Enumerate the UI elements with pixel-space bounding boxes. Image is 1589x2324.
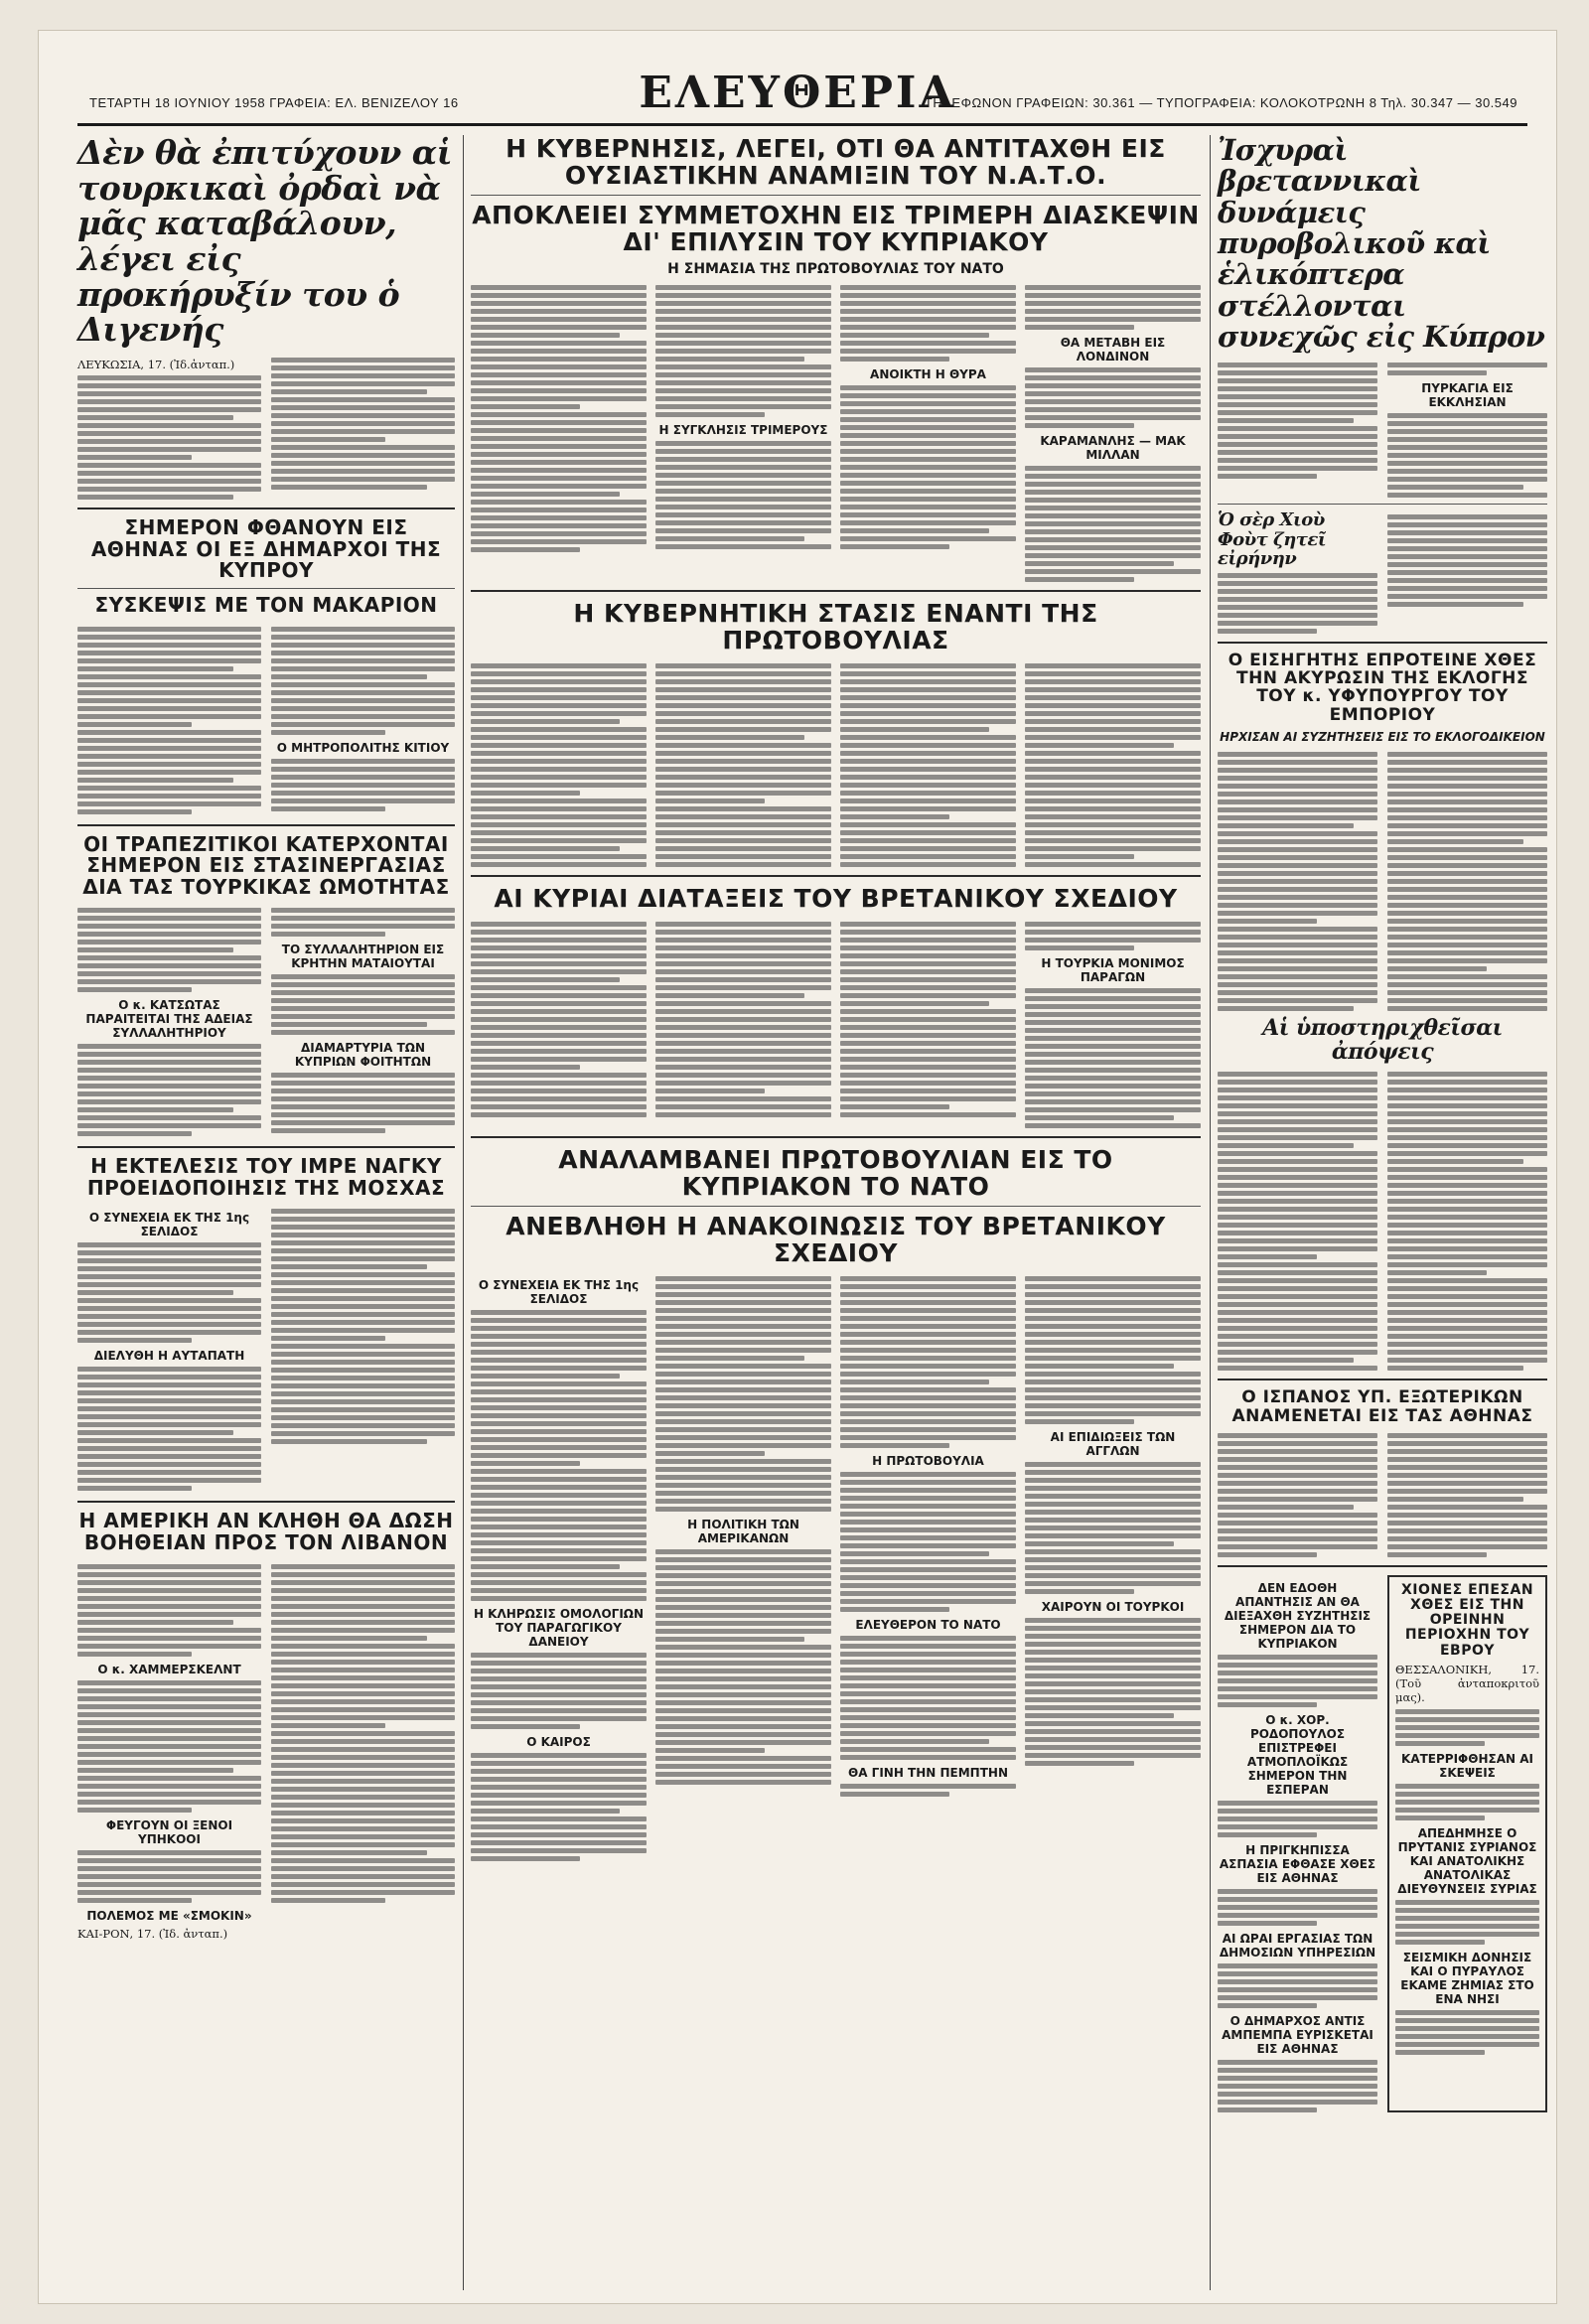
subhead: Ο κ. ΧΟΡ. ΡΟΔΟΠΟΥΛΟΣ ΕΠΙΣΤΡΕΦΕΙ ΑΤΜΟΠΛΟΪΚΩΣ ΣΗΜΕΡΟΝ ΤΗΝ ΕΣΠΕΡΑΝ xyxy=(1246,1713,1349,1798)
headline-imre-nagy: Η ΕΚΤΕΛΕΣΙΣ ΤΟΥ ΙΜΡΕ ΝΑΓΚΥ ΠΡΟΕΙΔΟΠΟΙΗΣΙΣ ΤΗΣ ΜΟΣΧΑΣ xyxy=(86,1154,446,1200)
article-text xyxy=(1395,2010,1539,2055)
article-text xyxy=(471,922,647,1128)
headline-government: Η ΚΥΒΕΡΝΗΣΙΣ, ΛΕΓΕΙ, ΟΤΙ ΘΑ ΑΝΤΙΤΑΧΘΗ ΕΙΣ ΟΥΣΙΑΣΤΙΚΗΝ ΑΝΑΜΙΞΙΝ ΤΟΥ Ν.Α.Τ.Ο. xyxy=(506,134,1166,190)
article-text xyxy=(471,1310,647,1601)
subhead-nato-significance: Η ΣΗΜΑΣΙΑ ΤΗΣ ΠΡΩΤΟΒΟΥΛΙΑΣ ΤΟΥ ΝΑΤΟ xyxy=(667,261,1004,277)
article-text xyxy=(1387,413,1547,498)
article-text xyxy=(1387,514,1547,633)
article-text xyxy=(77,908,261,992)
article-text xyxy=(1218,1963,1377,2008)
article-text xyxy=(77,1044,261,1136)
subhead: ΔΙΑΜΑΡΤΥΡΙΑ ΤΩΝ ΚΥΠΡΙΩΝ ΦΟΙΤΗΤΩΝ xyxy=(294,1041,432,1070)
subhead: ΘΑ ΜΕΤΑΒΗ ΕΙΣ ΛΟΝΔΙΝΟΝ xyxy=(1060,336,1166,363)
subhead: Η ΠΡΙΓΚΗΠΙΣΣΑ ΑΣΠΑΣΙΑ ΕΦΘΑΣΕ ΧΘΕΣ ΕΙΣ ΑΘΗΝΑΣ xyxy=(1219,1843,1376,1886)
article-text xyxy=(840,1784,1016,1797)
column-divider xyxy=(1210,135,1211,2290)
article-text xyxy=(77,1850,261,1903)
subhead: ΔΕΝ ΕΔΟΘΗ ΑΠΑΝΤΗΣΙΣ ΑΝ ΘΑ ΔΙΕΞΑΧΘΗ ΣΥΖΗΤΗΣΙΣ ΣΗΜΕΡΟΝ ΔΙΑ ΤΟ ΚΥΠΡΙΑΚΟΝ xyxy=(1224,1581,1372,1652)
headline-nato-initiative: ΑΝΑΛΑΜΒΑΝΕΙ ΠΡΩΤΟΒΟΥΛΙΑΝ ΕΙΣ ΤΟ ΚΥΠΡΙΑΚΟΝ ΤΟ ΝΑΤΟ xyxy=(558,1145,1113,1201)
masthead-rule xyxy=(77,123,1527,126)
subhead: ΦΕΥΓΟΥΝ ΟΙ ΞΕΝΟΙ ΥΠΗΚΟΟΙ xyxy=(105,1817,233,1846)
article-text xyxy=(655,922,831,1128)
article-text xyxy=(271,1564,455,1945)
article-text xyxy=(655,1549,831,1785)
subhead: ΣΕΙΣΜΙΚΗ ΔΟΝΗΣΙΣ ΚΑΙ Ο ΠΥΡΑΥΛΟΣ ΕΚΑΜΕ ΖΗΜΙΑΣ ΣΤΟ ΕΝΑ ΝΗΣΙ xyxy=(1400,1950,1534,2006)
article-text xyxy=(471,663,647,867)
subhead: Η ΠΡΩΤΟΒΟΥΛΙΑ xyxy=(872,1454,984,1468)
subhead: ΠΟΛΕΜΟΣ ΜΕ «ΣΜΟΚΙΝ» xyxy=(86,1908,252,1923)
dateline: ΚΑΙ-ΡΟΝ, 17. (Ἰδ. ἀνταπ.) xyxy=(77,1926,228,1941)
subhead: ΑΝΟΙΚΤΗ Η ΘΥΡΑ xyxy=(870,367,986,381)
subhead: Ο ΔΗΜΑΡΧΟΣ ΑΝΤΙΣ ΑΜΠΕΜΠΑ ΕΥΡΙΣΚΕΤΑΙ ΕΙΣ ΑΘΗΝΑΣ xyxy=(1222,2014,1373,2057)
article-text xyxy=(1025,988,1201,1128)
subhead: ΔΙΕΛΥΘΗ Η ΑΥΤΑΠΑΤΗ xyxy=(93,1349,245,1364)
article-text xyxy=(840,385,1016,549)
headline-mayors: ΣΗΜΕΡΟΝ ΦΘΑΝΟΥΝ ΕΙΣ ΑΘΗΝΑΣ ΟΙ ΕΞ ΔΗΜΑΡΧΟΙ ΤΗΣ ΚΥΠΡΟΥ xyxy=(90,515,442,583)
article-text xyxy=(1025,1276,1201,1424)
article-text xyxy=(1387,1433,1547,1557)
article-text xyxy=(1387,1072,1547,1371)
article-text xyxy=(77,1242,261,1343)
article-text xyxy=(840,1636,1016,1760)
newspaper-title: ΕΛΕΥΘΕΡΙΑ xyxy=(639,68,956,118)
date-line: ΤΕΤΑΡΤΗ 18 ΙΟΥΝΙΟΥ 1958 ΓΡΑΦΕΙΑ: ΕΛ. ΒΕΝΙΖΕΛΟΥ 16 xyxy=(89,95,459,110)
phone-line: ΤΗΛΕΦΩΝΟΝ ΓΡΑΦΕΙΩΝ: 30.361 — ΤΥΠΟΓΡΑΦΕΙΑ: ΚΟΛΟΚΟΤΡΩΝΗ 8 Τηλ. 30.347 — 30.549 xyxy=(924,95,1517,110)
article-text xyxy=(271,974,455,1035)
article-text xyxy=(1218,1655,1377,1707)
subhead: ΕΛΕΥΘΕΡΟΝ ΤΟ ΝΑΤΟ xyxy=(855,1618,1001,1632)
masthead xyxy=(38,30,1557,129)
headline-makarios: ΣΥΣΚΕΨΙΣ ΜΕ ΤΟΝ ΜΑΚΑΡΙΟΝ xyxy=(94,592,438,617)
headline-sir-hugh-foot: Ὁ σὲρ Χιοὺ Φοὺτ ζητεῖ εἰρήνην xyxy=(1218,509,1327,570)
article-text xyxy=(840,663,1016,867)
subhead: Η ΤΟΥΡΚΙΑ ΜΟΝΙΜΟΣ ΠΑΡΑΓΩΝ xyxy=(1041,956,1185,984)
subhead: ΚΑΤΕΡΡΙΦΘΗΣΑΝ ΑΙ ΣΚΕΨΕΙΣ xyxy=(1401,1751,1533,1780)
headline-government-stance: Η ΚΥΒΕΡΝΗΤΙΚΗ ΣΤΑΣΙΣ ΕΝΑΝΤΙ ΤΗΣ ΠΡΩΤΟΒΟΥΛΙΑΣ xyxy=(573,599,1098,654)
article-text xyxy=(840,1472,1016,1612)
headline-plan-postponed: ΑΝΕΒΛΗΘΗ Η ΑΝΑΚΟΙΝΩΣΙΣ ΤΟΥ ΒΡΕΤΑΝΙΚΟΥ ΣΧΕΔΙΟΥ xyxy=(506,1212,1166,1267)
article-text xyxy=(77,1564,261,1657)
subhead: Ο ΣΥΝΕΧΕΙΑ ΕΚ ΤΗΣ 1ης ΣΕΛΙΔΟΣ xyxy=(88,1211,250,1239)
dateline: ΘΕΣΣΑΛΟΝΙΚΗ, 17. (Τοῦ ἀνταποκριτοῦ μας). xyxy=(1395,1662,1539,1705)
newspaper-page xyxy=(38,30,1557,2304)
article-text xyxy=(1025,1618,1201,1766)
article-text xyxy=(1395,1784,1539,1820)
article-text xyxy=(271,358,455,500)
article-text xyxy=(471,1653,647,1729)
subhead: Ο ΜΗΤΡΟΠΟΛΙΤΗΣ ΚΙΤΙΟΥ xyxy=(276,740,450,755)
headline-digenis: Δὲν θὰ ἐπιτύχουν αἱ τουρκικαὶ ὀρδαὶ νὰ μᾶς καταβάλουν, λέγει εἰς προκήρυξίν του ὁ Διγενής xyxy=(77,133,453,350)
article-text xyxy=(655,663,831,867)
article-text xyxy=(271,627,455,735)
article-text xyxy=(1218,1433,1377,1557)
article-text xyxy=(271,1209,455,1491)
article-text xyxy=(1025,466,1201,582)
article-text xyxy=(655,285,831,417)
article-text xyxy=(271,1073,455,1133)
article-text xyxy=(471,285,647,582)
article-text xyxy=(840,922,1016,1128)
headline-spanish-minister: Ο ΙΣΠΑΝΟΣ ΥΠ. ΕΞΩΤΕΡΙΚΩΝ ΑΝΑΜΕΝΕΤΑΙ ΕΙΣ ΤΑΣ ΑΘΗΝΑΣ xyxy=(1231,1387,1533,1426)
article-text xyxy=(1218,1072,1377,1371)
headline-bank-strike: ΟΙ ΤΡΑΠΕΖΙΤΙΚΟΙ ΚΑΤΕΡΧΟΝΤΑΙ ΣΗΜΕΡΟΝ ΕΙΣ ΣΤΑΣΙΝΕΡΓΑΣΙΑΣ ΔΙΑ ΤΑΣ ΤΟΥΡΚΙΚΑΣ ΩΜΟΤΗΤΑΣ xyxy=(82,831,450,899)
article-text xyxy=(1218,1889,1377,1926)
article-text xyxy=(655,441,831,549)
article-text xyxy=(1387,752,1547,1011)
article-text xyxy=(271,759,455,811)
subhead: ΤΟ ΣΥΛΛΑΛΗΤΗΡΙΟΝ ΕΙΣ ΚΡΗΤΗΝ ΜΑΤΑΙΟΥΤΑΙ xyxy=(281,943,445,971)
subhead: Ο ΣΥΝΕΧΕΙΑ ΕΚ ΤΗΣ 1ης ΣΕΛΙΔΟΣ xyxy=(478,1278,640,1306)
article-text xyxy=(1218,573,1377,634)
column-divider xyxy=(463,135,464,2290)
article-text xyxy=(271,908,455,937)
subhead: ΑΙ ΕΠΙΔΙΩΞΕΙΣ ΤΩΝ ΑΓΓΛΩΝ xyxy=(1050,1430,1176,1458)
subhead: Η ΠΟΛΙΤΙΚΗ ΤΩΝ ΑΜΕΡΙΚΑΝΩΝ xyxy=(687,1518,799,1545)
article-text xyxy=(655,1276,831,1512)
headline-views: Αἱ ὑποστηριχθεῖσαι ἀπόψεις xyxy=(1262,1014,1503,1065)
subhead: ΧΑΙΡΟΥΝ ΟΙ ΤΟΥΡΚΟΙ xyxy=(1041,1600,1185,1614)
dateline: ΛΕΥΚΩΣΙΑ, 17. (Ἰδ.ἀνταπ.) xyxy=(77,357,235,371)
article-text xyxy=(840,285,1016,362)
headline-tripartite: ΑΠΟΚΛΕΙΕΙ ΣΥΜΜΕΤΟΧΗΝ ΕΙΣ ΤΡΙΜΕΡΗ ΔΙΑΣΚΕΨΙΝ ΔΙ' ΕΠΙΛΥΣΙΝ ΤΟΥ ΚΥΠΡΙΑΚΟΥ xyxy=(472,201,1200,256)
headline-british-forces: Ἰσχυραὶ βρεταννικαὶ δυνάμεις πυροβολικοῦ καὶ ἑλικόπτερα στέλλονται συνεχῶς εἰς Κύπρον xyxy=(1218,133,1545,354)
snow-story-box xyxy=(1387,1575,1547,2112)
article-text xyxy=(1025,663,1201,867)
subhead: Ο ΚΑΙΡΟΣ xyxy=(526,1735,591,1749)
headline-lebanon: Η ΑΜΕΡΙΚΗ ΑΝ ΚΛΗΘΗ ΘΑ ΔΩΣΗ ΒΟΗΘΕΙΑΝ ΠΡΟΣ ΤΟΝ ΛΙΒΑΝΟΝ xyxy=(78,1509,454,1555)
subhead: ΚΑΡΑΜΑΝΛΗΣ — ΜΑΚ ΜΙΛΛΑΝ xyxy=(1040,434,1186,462)
headline-snow: ΧΙΟΝΕΣ ΕΠΕΣΑΝ ΧΘΕΣ ΕΙΣ ΤΗΝ ΟΡΕΙΝΗΝ ΠΕΡΙΟΧΗΝ ΤΟΥ ΕΒΡΟΥ xyxy=(1400,1582,1534,1659)
article-text xyxy=(77,1367,261,1491)
article-text xyxy=(1218,752,1377,1011)
article-text xyxy=(77,627,261,814)
subhead: Η ΚΛΗΡΩΣΙΣ ΟΜΟΛΟΓΙΩΝ ΤΟΥ ΠΑΡΑΓΩΓΙΚΟΥ ΔΑΝΕΙΟΥ xyxy=(473,1607,645,1649)
article-text xyxy=(1387,363,1547,375)
subhead: ΗΡΧΙΣΑΝ ΑΙ ΣΥΖΗΤΗΣΕΙΣ ΕΙΣ ΤΟ ΕΚΛΟΓΟΔΙΚΕΙΟΝ xyxy=(1220,729,1545,744)
article-text xyxy=(1025,285,1201,330)
subhead: Ο κ. ΧΑΜΜΕΡΣΚΕΛΝΤ xyxy=(97,1662,241,1676)
article-text xyxy=(471,1753,647,1861)
article-text xyxy=(1218,363,1377,498)
article-text xyxy=(77,1680,261,1813)
subhead: ΑΠΕΔΗΜΗΣΕ Ο ΠΡΥΤΑΝΙΣ ΣΥΡΙΑΝΟΣ ΚΑΙ ΑΝΑΤΟΛΙΚΗΣ ΑΝΑΤΟΛΙΚΑΣ ΔΙΕΥΘΥΝΣΕΙΣ ΣΥΡΙΑΣ xyxy=(1397,1825,1537,1896)
article-text xyxy=(1218,2060,1377,2112)
article-text xyxy=(1395,1900,1539,1945)
article-text xyxy=(1025,922,1201,950)
article-text xyxy=(77,375,261,500)
headline-british-plan: ΑΙ ΚΥΡΙΑΙ ΔΙΑΤΑΞΕΙΣ ΤΟΥ ΒΡΕΤΑΝΙΚΟΥ ΣΧΕΔΙΟΥ xyxy=(494,884,1178,913)
left-column xyxy=(77,135,455,1955)
subhead: ΠΥΡΚΑΓΙΑ ΕΙΣ ΕΚΚΛΗΣΙΑΝ xyxy=(1421,381,1514,410)
article-text xyxy=(1025,1462,1201,1594)
subhead: ΑΙ ΩΡΑΙ ΕΡΓΑΣΙΑΣ ΤΩΝ ΔΗΜΟΣΙΩΝ ΥΠΗΡΕΣΙΩΝ xyxy=(1219,1932,1376,1961)
article-text xyxy=(1025,367,1201,428)
subhead: ΘΑ ΓΙΝΗ ΤΗΝ ΠΕΜΠΤΗΝ xyxy=(848,1766,1008,1780)
headline-election-annulment: Ο ΕΙΣΗΓΗΤΗΣ ΕΠΡΟΤΕΙΝΕ ΧΘΕΣ ΤΗΝ ΑΚΥΡΩΣΙΝ ΤΗΣ ΕΚΛΟΓΗΣ ΤΟΥ κ. ΥΦΥΠΟΥΡΓΟΥ ΤΟΥ ΕΜΠΟΡΙΟΥ xyxy=(1228,650,1537,725)
article-text xyxy=(1395,1709,1539,1746)
subhead: Ο κ. ΚΑΤΣΩΤΑΣ ΠΑΡΑΙΤΕΙΤΑΙ ΤΗΣ ΑΔΕΙΑΣ ΣΥΛΛΑΛΗΤΗΡΙΟΥ xyxy=(85,998,253,1041)
article-text xyxy=(840,1276,1016,1448)
subhead: Η ΣΥΓΚΛΗΣΙΣ ΤΡΙΜΕΡΟΥΣ xyxy=(658,423,828,437)
right-column xyxy=(1218,135,1547,2112)
center-column xyxy=(471,135,1201,1861)
article-text xyxy=(1218,1801,1377,1837)
